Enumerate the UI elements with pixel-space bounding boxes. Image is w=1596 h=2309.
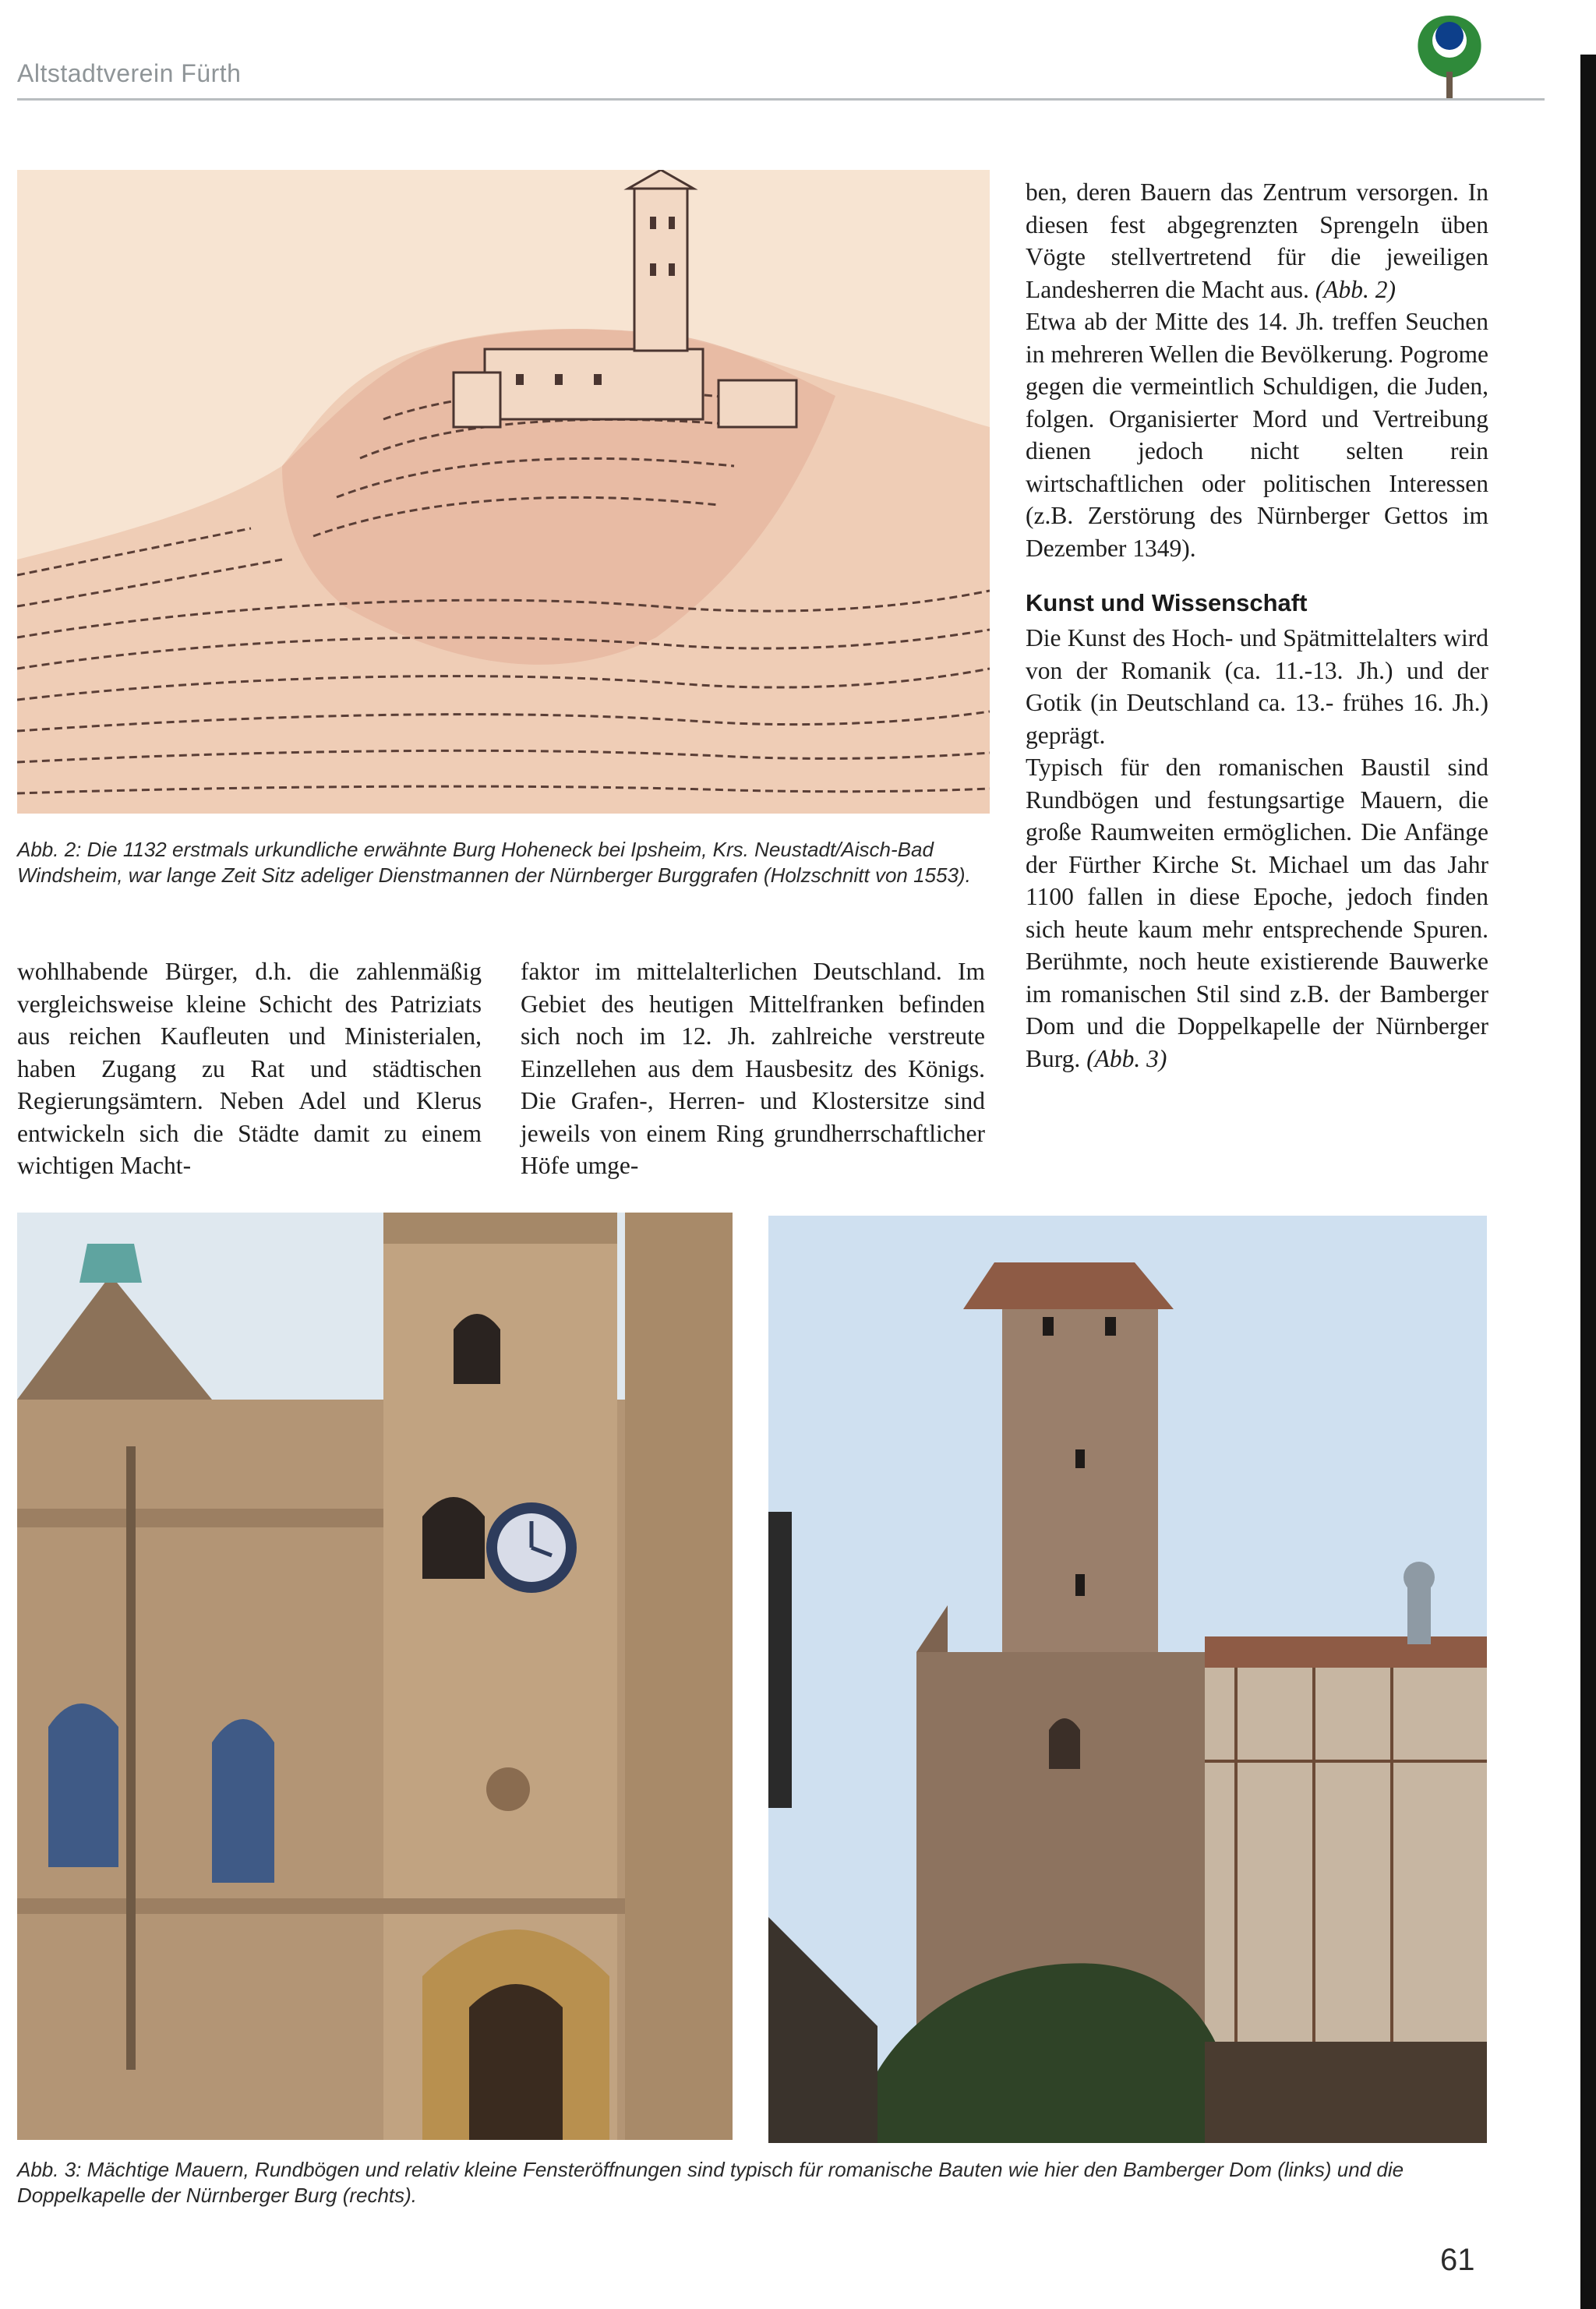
- running-title: Altstadtverein Fürth: [17, 59, 242, 87]
- body-column-middle: [521, 955, 985, 1182]
- right-column-paragraph: Die Kunst des Hoch- und Spätmittelalters wird von der Romanik (ca. 11.-13. Jh.) und der Gotik (in Deutschland ca. 13.- frühes 16. Jh.) geprägt.: [1026, 624, 1488, 749]
- page-spine-edge: [1580, 55, 1596, 2309]
- header-rule: [17, 98, 1545, 101]
- woodcut-illustration: [17, 170, 990, 814]
- body-column-right: [1026, 176, 1488, 1075]
- right-column-paragraph: Etwa ab der Mitte des 14. Jh. treffen Seuchen in mehreren Wellen die Bevölkerung. Pogrome gegen die vermeintlich Schuldigen, die Juden, folgen. Organisierter Mord und Vertreibung dienen jedoch nicht selten rein wirtschaftlichen oder politischen Interessen (z.B. Zerstörung des Nürnberger Gettos im Dezember 1349).: [1026, 308, 1488, 562]
- paragraph-text: ben, deren Bauern das Zentrum versorgen. In diesen fest abgegrenzten Sprengeln üben Vögte stellvertretend für die jeweiligen Landesherren die Macht aus.: [1026, 178, 1488, 303]
- figure-2-caption: Abb. 2: Die 1132 erstmals urkundliche erwähnte Burg Hoheneck bei Ipsheim, Krs. Neustadt/Aisch-Bad Windsheim, war lange Zeit Sitz adeliger Dienstmannen der Nürnberger Burggrafen (Holzschnitt von 1553).: [17, 838, 971, 887]
- section-heading: Kunst und Wissenschaft: [1026, 589, 1308, 616]
- body-column-left: [17, 955, 482, 1182]
- bamberg-cathedral-photo: [17, 1213, 733, 2140]
- figure-3-caption: Abb. 3: Mächtige Mauern, Rundbögen und relativ kleine Fensteröffnungen sind typisch für romanische Bauten wie hier den Bamberger Dom (links) und die Doppelkapelle der Nürnberger Burg (rechts).: [17, 2158, 1404, 2207]
- page-number: 61: [1440, 2243, 1475, 2277]
- figure-3-reference: (Abb. 3): [1086, 1044, 1167, 1072]
- figure-2-reference: (Abb. 2): [1315, 275, 1396, 303]
- nuremberg-double-chapel-photo: [768, 1216, 1487, 2143]
- middle-column-text: faktor im mittelalterlichen Deutschland. Im Gebiet des heutigen Mittelfranken befinden sich noch im 12. Jh. zahlreiche verstreute Einzellehen aus dem Hausbesitz des Königs. Die Grafen-, Herren- und Klostersitze sind jeweils von einem Ring grundherrschaftlicher Höfe umge-: [521, 958, 985, 1179]
- right-column-paragraph: [1026, 176, 1488, 305]
- right-column-paragraph: [1026, 751, 1488, 1075]
- paragraph-text: Typisch für den romanischen Baustil sind Rundbögen und festungsartige Mauern, die große Raumweiten ermöglichen. Die Anfänge der Fürther Kirche St. Michael um das Jahr 1100 fallen in diese Epoche, jedoch finden sich heute kaum mehr entsprechende Spuren. Berühmte, noch heute existierende Bauwerke im romanischen Stil sind z.B. der Bamberger Dom und die Doppelkapelle der Nürnberger Burg.: [1026, 754, 1488, 1072]
- altstadtverein-logo-icon: [1411, 9, 1488, 100]
- left-column-text: wohlhabende Bürger, d.h. die zahlenmäßig vergleichsweise kleine Schicht des Patriziats aus reichen Kaufleuten und Ministerialen, haben Zugang zu Rat und städtischen Regierungsämtern. Neben Adel und Klerus entwickeln sich die Städte damit zu einem wichtigen Macht-: [17, 958, 482, 1179]
